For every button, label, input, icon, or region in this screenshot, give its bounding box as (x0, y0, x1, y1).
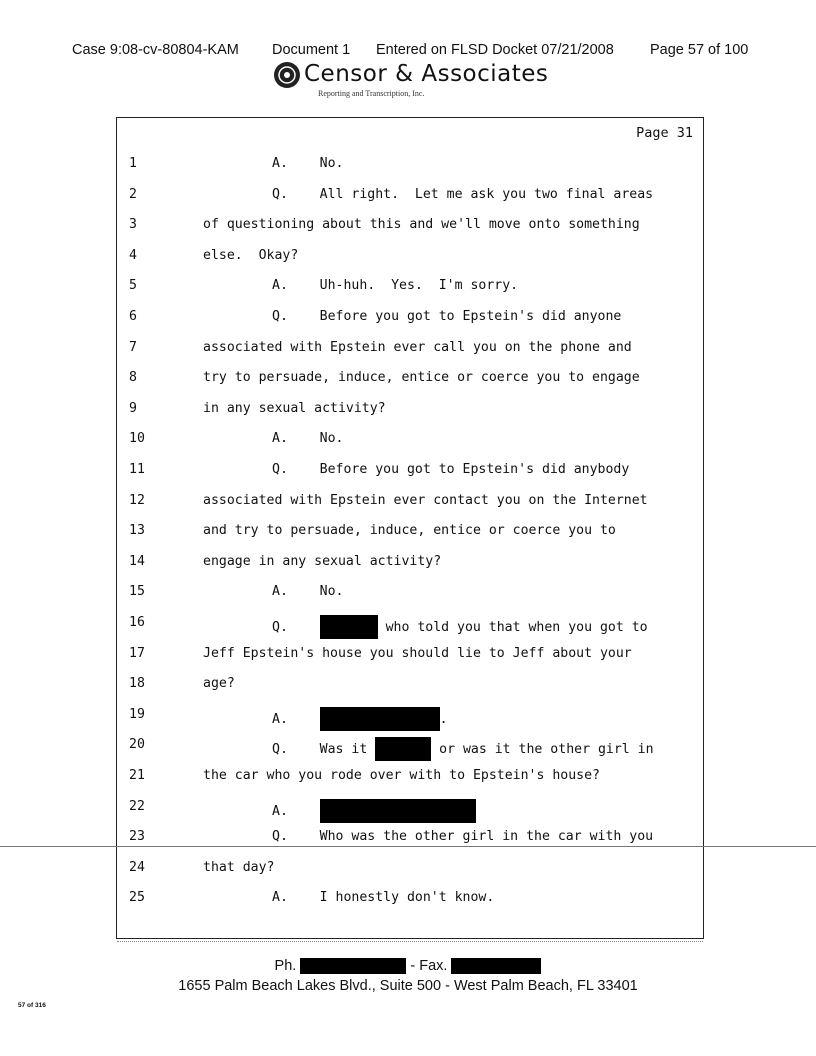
line-text (272, 890, 494, 905)
line-text (203, 370, 640, 385)
line-text (203, 646, 632, 661)
line-text (203, 676, 235, 691)
line-number: 19 (129, 706, 145, 722)
line-number: 6 (129, 309, 137, 324)
bottom-border (117, 940, 703, 942)
line-number: 4 (129, 247, 137, 263)
line-number: 21 (129, 768, 145, 783)
line-text-segment: and try to persuade, induce, entice or coerce you to (203, 523, 616, 539)
transcript-line (117, 215, 705, 237)
document-number: Document 1 (272, 42, 351, 58)
line-text (272, 309, 621, 324)
transcript-line (117, 276, 705, 298)
line-text-segment: Jeff Epstein's house you should lie to Jeff about your (203, 645, 632, 661)
transcript-page-number: Page 31 (636, 125, 693, 141)
transcript-line (117, 399, 705, 421)
reporter-logo (262, 58, 582, 104)
phone-label: Ph. (274, 958, 297, 974)
line-text-segment: who told you that when you got to (377, 620, 648, 635)
line-number: 18 (129, 676, 145, 692)
line-text-segment: Q. Before you got to Epstein's did anybody (272, 462, 630, 477)
transcript-line (117, 552, 705, 574)
line-text-segment: associated with Epstein ever contact you on the Internet (203, 492, 648, 508)
line-number: 12 (129, 492, 145, 508)
transcript-line (117, 460, 705, 482)
line-text-segment: in any sexual activity? (203, 400, 386, 416)
fax-label: - Fax. (410, 958, 448, 974)
transcript-line (117, 491, 705, 513)
case-number: Case 9:08-cv-80804-KAM (72, 42, 239, 58)
line-number: 3 (129, 217, 137, 233)
line-text-segment: Q. Who was the other girl in the car with you (272, 829, 654, 845)
docket-page: Page 57 of 100 (650, 42, 749, 58)
line-number: 23 (129, 829, 145, 845)
transcript-line (117, 307, 705, 329)
line-text-segment: . (439, 711, 448, 727)
line-text-segment: Q. (272, 620, 320, 635)
line-number: 20 (129, 737, 145, 753)
line-text-segment: of questioning about this and we'll move onto something (203, 217, 640, 233)
transcript-line (117, 735, 705, 757)
line-number: 1 (129, 156, 137, 171)
transcript-line (117, 674, 705, 696)
line-text (272, 462, 629, 477)
line-text (203, 554, 441, 569)
line-number: 5 (129, 278, 137, 294)
line-text-segment: the car who you rode over with to Epstein's house? (203, 768, 600, 783)
line-text-segment: Q. All right. Let me ask you two final areas (272, 186, 654, 202)
company-name: Censor & Associates (304, 61, 549, 87)
line-text (272, 278, 518, 293)
line-number: 25 (129, 890, 145, 906)
line-text-segment: Q. Before you got to Epstein's did anyone (272, 309, 622, 324)
transcript-line (117, 705, 705, 727)
transcript-line (117, 644, 705, 666)
line-text (272, 615, 648, 639)
line-text (272, 737, 654, 761)
redaction-block (320, 615, 378, 639)
line-number: 10 (129, 431, 145, 447)
transcript-line (117, 582, 705, 604)
line-number: 22 (129, 798, 145, 814)
line-number: 9 (129, 400, 137, 416)
transcript-line (117, 858, 705, 880)
transcript-line (117, 368, 705, 390)
line-text (272, 187, 653, 202)
line-number: 7 (129, 339, 137, 355)
bates-stamp: 57 of 316 (18, 1002, 46, 1009)
line-text-segment: Q. Was it (272, 742, 376, 758)
line-number: 8 (129, 370, 137, 386)
line-text-segment: A. Uh-huh. Yes. I'm sorry. (272, 278, 519, 294)
scan-edge-line (0, 846, 816, 847)
line-text (272, 707, 448, 731)
line-text-segment: A. (272, 803, 320, 819)
fax-redaction (451, 958, 541, 974)
transcript-line (117, 185, 705, 207)
line-text (272, 799, 476, 823)
line-text-segment: age? (203, 676, 235, 692)
line-text (272, 431, 343, 446)
transcript-line (117, 154, 705, 176)
line-text (203, 340, 632, 355)
line-number: 16 (129, 615, 145, 630)
line-text (203, 493, 648, 508)
redaction-block (320, 799, 476, 823)
transcript-line (117, 797, 705, 819)
line-text-segment: that day? (203, 859, 275, 875)
line-text-segment: A. No. (272, 156, 344, 171)
transcript-line (117, 888, 705, 910)
transcript-line (117, 766, 705, 788)
line-text (203, 860, 274, 875)
line-text-segment: try to persuade, induce, entice or coerce you to engage (203, 370, 640, 386)
line-number: 2 (129, 186, 137, 202)
line-number: 14 (129, 553, 145, 569)
address-line: 1655 Palm Beach Lakes Blvd., Suite 500 - West Palm Beach, FL 33401 (178, 978, 638, 994)
line-number: 24 (129, 859, 145, 875)
line-text-segment: associated with Epstein ever call you on the phone and (203, 339, 632, 355)
line-text (203, 401, 386, 416)
transcript-line (117, 338, 705, 360)
line-number: 13 (129, 523, 145, 539)
phone-redaction (300, 958, 406, 974)
redaction-block (320, 707, 440, 731)
transcript-line (117, 429, 705, 451)
line-text-segment: A. (272, 711, 320, 727)
line-text (203, 523, 616, 538)
docket-entry: Entered on FLSD Docket 07/21/2008 (376, 42, 614, 58)
line-text-segment: A. No. (272, 584, 344, 600)
line-number: 11 (129, 462, 145, 477)
line-text (272, 584, 343, 599)
line-text-segment: A. I honestly don't know. (272, 890, 495, 906)
redaction-block (375, 737, 431, 761)
seal-icon (272, 60, 302, 90)
transcript-line (117, 246, 705, 268)
transcript-line (117, 613, 705, 635)
transcript-line (117, 521, 705, 543)
company-tagline: Reporting and Transcription, Inc. (318, 89, 425, 98)
line-text (272, 156, 343, 171)
transcript-page (116, 117, 704, 939)
line-text-segment: or was it the other girl in (431, 742, 654, 758)
line-number: 17 (129, 645, 145, 661)
line-text (272, 829, 653, 844)
line-number: 15 (129, 584, 145, 600)
line-text-segment: else. Okay? (203, 247, 299, 263)
contact-line (0, 958, 816, 974)
line-text-segment: A. No. (272, 431, 344, 447)
line-text-segment: engage in any sexual activity? (203, 553, 442, 569)
line-text (203, 248, 298, 263)
line-text (203, 768, 600, 783)
line-text (203, 217, 640, 232)
